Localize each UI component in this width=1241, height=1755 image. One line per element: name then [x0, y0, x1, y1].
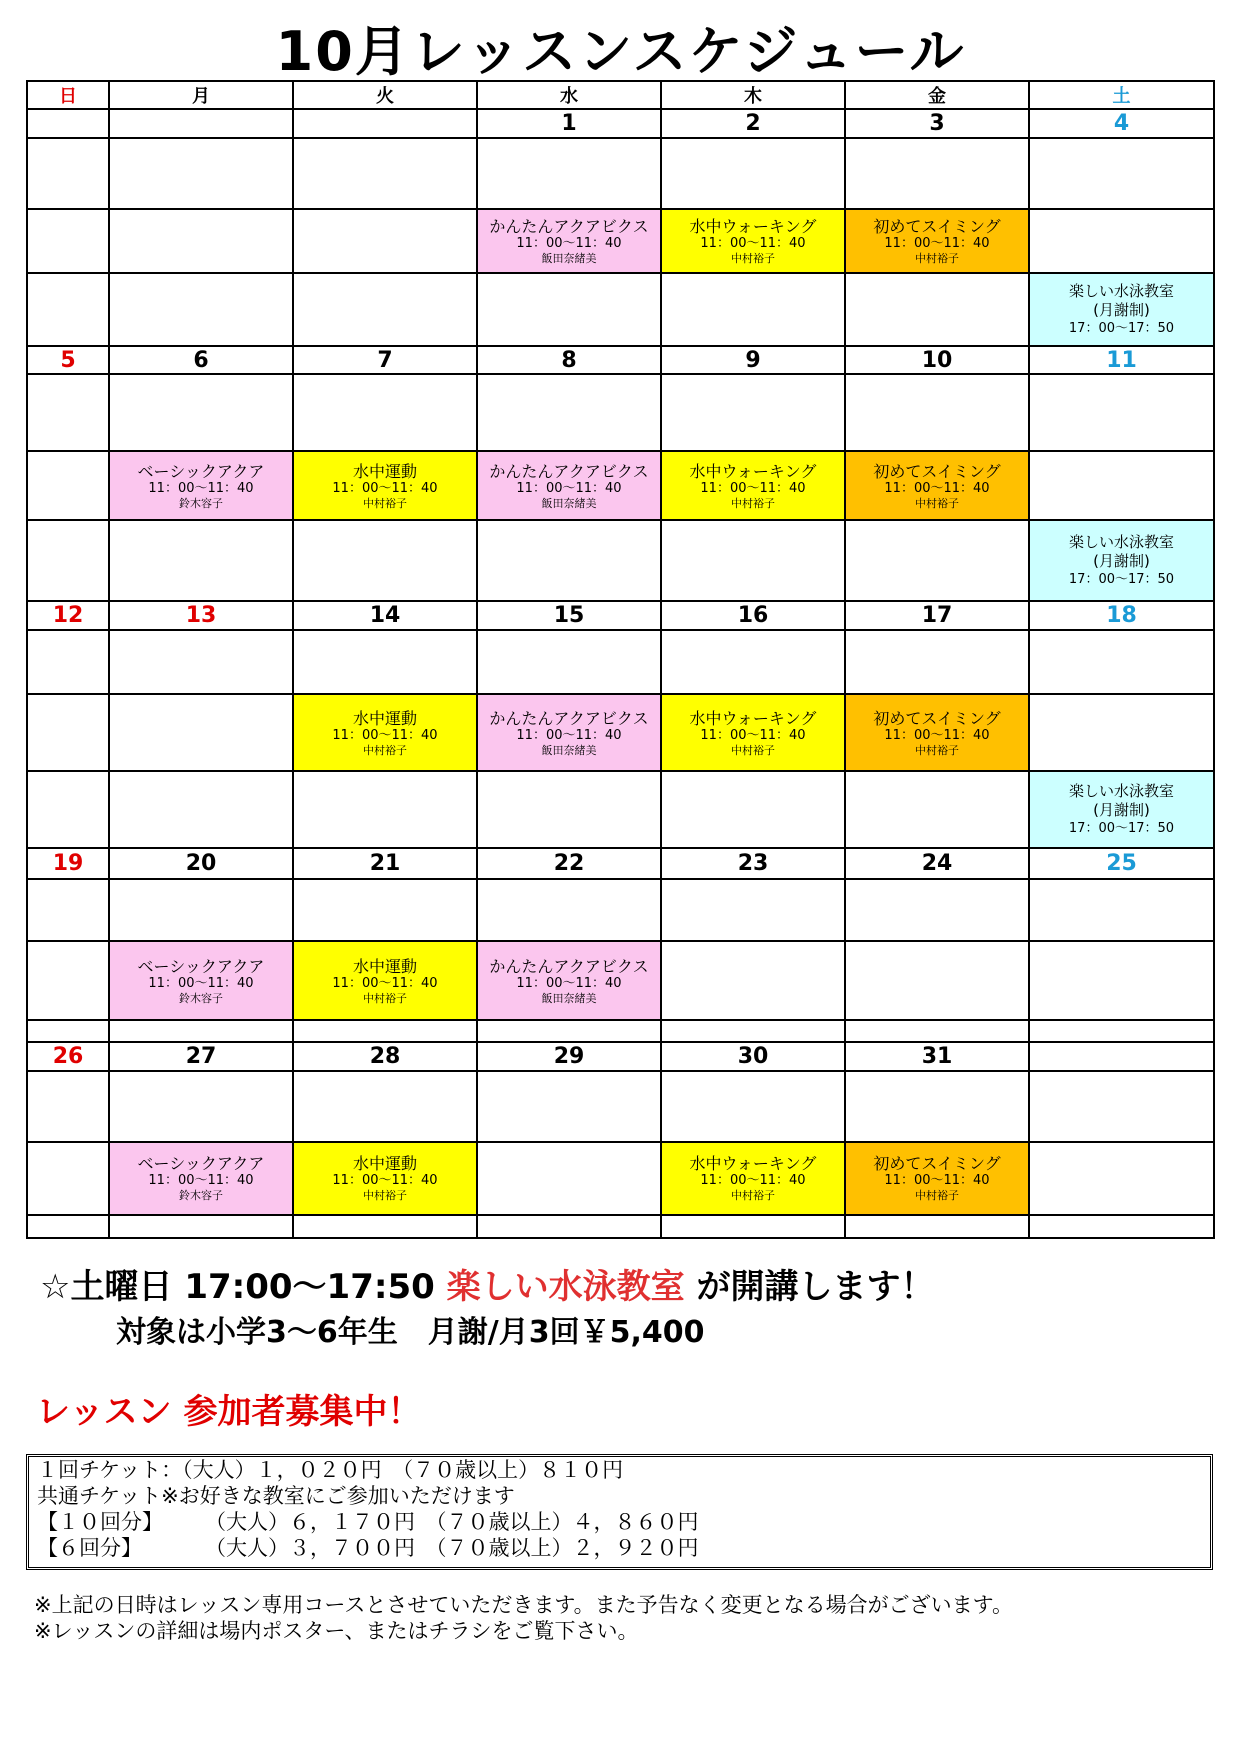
lesson-basic-aqua: ベーシックアクア 11：00〜11：40 鈴木容子	[109, 941, 293, 1020]
lesson-kids-swim: 楽しい水泳教室 (月謝制) 17：00〜17：50	[1029, 520, 1214, 601]
price-table	[26, 1454, 1213, 1570]
date-cell: 4	[1029, 109, 1214, 137]
date-cell: 22	[477, 848, 661, 878]
lesson-walking: 水中ウォーキング 11：00〜11：40 中村裕子	[661, 209, 845, 274]
lesson-swimming: 初めてスイミング 11：00〜11：40 中村裕子	[845, 209, 1029, 274]
date-cell: 9	[661, 346, 845, 374]
date-cell: 23	[661, 848, 845, 878]
week3-lesson-row	[27, 694, 1214, 771]
weekday-wed: 水	[477, 81, 661, 109]
lesson-swimming: 初めてスイミング 11：00〜11：40 中村裕子	[845, 694, 1029, 771]
page-title: 10月レッスンスケジュール	[275, 20, 966, 83]
date-cell: 1	[477, 109, 661, 137]
weekday-mon: 月	[109, 81, 293, 109]
week1-date-row	[27, 109, 1214, 137]
lesson-swimming: 初めてスイミング 11：00〜11：40 中村裕子	[845, 1142, 1029, 1215]
lesson-swimming: 初めてスイミング 11：00〜11：40 中村裕子	[845, 451, 1029, 520]
week2-empty-row	[27, 374, 1214, 451]
date-cell: 26	[27, 1042, 109, 1070]
lesson-walking: 水中ウォーキング 11：00〜11：40 中村裕子	[661, 1142, 845, 1215]
lesson-walking: 水中ウォーキング 11：00〜11：40 中村裕子	[661, 694, 845, 771]
week1-lesson-row	[27, 209, 1214, 274]
date-cell	[27, 109, 109, 137]
lesson-walking: 水中ウォーキング 11：00〜11：40 中村裕子	[661, 451, 845, 520]
date-cell: 8	[477, 346, 661, 374]
date-cell: 12	[27, 601, 109, 629]
weekday-sun: 日	[27, 81, 109, 109]
weekday-tue: 火	[293, 81, 477, 109]
weekday-sat: 土	[1029, 81, 1214, 109]
lesson-kids-swim: 楽しい水泳教室 (月謝制) 17：00〜17：50	[1029, 771, 1214, 848]
week4-lesson-row	[27, 941, 1214, 1020]
footnote: ※レッスンの詳細は場内ポスター、またはチラシをご覧下さい。	[34, 1619, 639, 1643]
date-cell: 14	[293, 601, 477, 629]
date-cell: 21	[293, 848, 477, 878]
week3-date-row	[27, 601, 1214, 629]
notice-class-name: 楽しい水泳教室	[446, 1267, 685, 1307]
date-cell: 16	[661, 601, 845, 629]
lesson-basic-aqua: ベーシックアクア 11：00〜11：40 鈴木容子	[109, 1142, 293, 1215]
week1-kids-row	[27, 273, 1214, 346]
week2-date-row	[27, 346, 1214, 374]
lesson-undou: 水中運動 11：00〜11：40 中村裕子	[293, 1142, 477, 1215]
week5-empty-row	[27, 1071, 1214, 1142]
date-cell: 30	[661, 1042, 845, 1070]
schedule-calendar	[26, 80, 1215, 1239]
date-cell: 7	[293, 346, 477, 374]
week3-empty-row	[27, 630, 1214, 695]
price-line: １回チケット：（大人）１，０２０円 （７０歳以上）８１０円	[37, 1458, 624, 1482]
date-cell: 31	[845, 1042, 1029, 1070]
weekday-fri: 金	[845, 81, 1029, 109]
date-cell: 29	[477, 1042, 661, 1070]
week5-date-row	[27, 1042, 1214, 1070]
lesson-basic-aqua: ベーシックアクア 11：00〜11：40 鈴木容子	[109, 451, 293, 520]
date-cell: 13	[109, 601, 293, 629]
date-cell: 25	[1029, 848, 1214, 878]
date-cell: 15	[477, 601, 661, 629]
week2-kids-row	[27, 520, 1214, 601]
lesson-aerobics: かんたんアクアビクス 11：00〜11：40 飯田奈緒美	[477, 451, 661, 520]
week4-spacer-row	[27, 1020, 1214, 1042]
target-fee-notice: 対象は小学3〜6年生 月謝/月3回￥5,400	[116, 1315, 705, 1350]
date-cell: 28	[293, 1042, 477, 1070]
week4-date-row	[27, 848, 1214, 878]
date-cell: 10	[845, 346, 1029, 374]
date-cell	[109, 109, 293, 137]
recruit-heading: レッスン 参加者募集中！	[36, 1392, 422, 1432]
footnote: ※上記の日時はレッスン専用コースとさせていただきます。また予告なく変更となる場合がございます。	[34, 1593, 1013, 1617]
price-line: 【６回分】 （大人）３，７００円 （７０歳以上）２，９２０円	[37, 1536, 699, 1560]
week3-kids-row	[27, 771, 1214, 848]
date-cell: 17	[845, 601, 1029, 629]
lesson-aerobics: かんたんアクアビクス 11：00〜11：40 飯田奈緒美	[477, 941, 661, 1020]
date-cell	[293, 109, 477, 137]
date-cell: 18	[1029, 601, 1214, 629]
week5-spacer-row	[27, 1215, 1214, 1238]
lesson-undou: 水中運動 11：00〜11：40 中村裕子	[293, 941, 477, 1020]
lesson-undou: 水中運動 11：00〜11：40 中村裕子	[293, 694, 477, 771]
lesson-undou: 水中運動 11：00〜11：40 中村裕子	[293, 451, 477, 520]
date-cell	[1029, 1042, 1214, 1070]
lesson-kids-swim: 楽しい水泳教室 (月謝制) 17：00〜17：50	[1029, 273, 1214, 346]
date-cell: 6	[109, 346, 293, 374]
week4-empty-row	[27, 879, 1214, 942]
lesson-aerobics: かんたんアクアビクス 11：00〜11：40 飯田奈緒美	[477, 694, 661, 771]
weekday-thu: 木	[661, 81, 845, 109]
weekday-header-row	[27, 81, 1214, 109]
lesson-aerobics: かんたんアクアビクス 11：00〜11：40 飯田奈緒美	[477, 209, 661, 274]
week1-empty-row	[27, 138, 1214, 209]
date-cell: 19	[27, 848, 109, 878]
date-cell: 11	[1029, 346, 1214, 374]
price-line: 【１０回分】 （大人）６，１７０円 （７０歳以上）４，８６０円	[37, 1510, 699, 1534]
date-cell: 27	[109, 1042, 293, 1070]
date-cell: 24	[845, 848, 1029, 878]
date-cell: 5	[27, 346, 109, 374]
week5-lesson-row	[27, 1142, 1214, 1215]
date-cell: 20	[109, 848, 293, 878]
price-line: 共通チケット※お好きな教室にご参加いただけます	[37, 1484, 515, 1508]
week2-lesson-row	[27, 451, 1214, 520]
date-cell: 2	[661, 109, 845, 137]
saturday-class-notice: ☆土曜日 17:00〜17:50 楽しい水泳教室 が開講します！	[40, 1267, 935, 1307]
date-cell: 3	[845, 109, 1029, 137]
footnotes	[34, 1592, 1013, 1644]
